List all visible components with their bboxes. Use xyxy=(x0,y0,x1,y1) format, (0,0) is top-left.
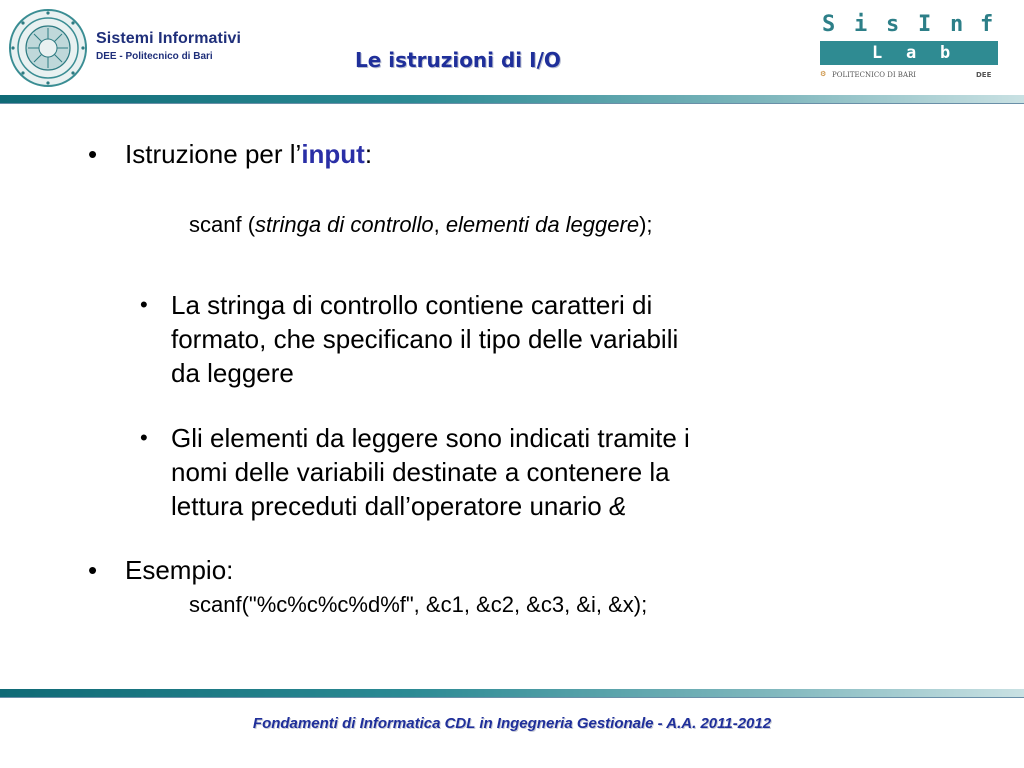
sub-bullet-marker: • xyxy=(140,425,148,450)
syntax-arg1: stringa di controllo xyxy=(255,212,434,237)
address-operator: & xyxy=(608,491,627,521)
sisinf-lab-logo xyxy=(818,12,1002,82)
lab-letter: n xyxy=(950,12,964,37)
header-divider xyxy=(0,95,1024,103)
lab-letter: f xyxy=(980,12,994,37)
slide-title: Le istruzioni di I/O xyxy=(355,48,561,72)
syntax-end: ); xyxy=(639,212,653,237)
bullet-input-prefix: Istruzione per l’ xyxy=(125,139,302,169)
header-divider-line xyxy=(0,103,1024,104)
gear-icon: ⚙ xyxy=(820,70,827,78)
footer-divider-line xyxy=(0,697,1024,698)
syntax-arg2: elementi da leggere xyxy=(445,212,640,237)
sub-bullet-marker: • xyxy=(140,292,148,317)
sub-bullet-elements xyxy=(171,421,690,523)
sub-bullet-control-string xyxy=(171,288,678,390)
footer xyxy=(0,713,1024,732)
bullet-marker: • xyxy=(88,139,98,169)
lab-bar-letter: a xyxy=(906,43,917,63)
syntax-sep: , xyxy=(433,212,446,237)
scanf-syntax xyxy=(189,212,653,238)
lab-letter: I xyxy=(918,12,932,37)
bullet-example: Esempio: xyxy=(125,555,234,585)
lab-letter: s xyxy=(886,12,900,37)
text-line: nomi delle variabili destinate a contenere la xyxy=(171,457,670,487)
lab-letter: i xyxy=(854,12,868,37)
politecnico-seal-logo xyxy=(8,8,88,88)
bullet-input xyxy=(125,137,372,171)
example-code: scanf("%c%c%c%d%f", &c1, &c2, &c3, &i, &x); xyxy=(189,592,648,617)
bullet-input-suffix: : xyxy=(364,139,373,169)
lab-bottom-left: POLITECNICO DI BARI xyxy=(832,71,917,79)
lab-bar-letter: L xyxy=(872,43,883,63)
brand-subtitle: DEE - Politecnico di Bari xyxy=(96,51,213,62)
bullet-marker: • xyxy=(88,555,98,585)
lab-bottom-right: DEE xyxy=(976,71,992,79)
lab-bar-letter: b xyxy=(940,43,951,63)
lab-logo-top-text xyxy=(818,12,998,38)
lab-letter: S xyxy=(822,12,836,37)
footer-divider xyxy=(0,689,1024,697)
syntax-func: scanf ( xyxy=(189,212,256,237)
lab-logo-footer xyxy=(820,70,1000,80)
text-line: La stringa di controllo contiene caratteri di xyxy=(171,290,653,320)
text-line: lettura preceduti dall’operatore unario xyxy=(171,491,609,521)
text-line: Gli elementi da leggere sono indicati tramite i xyxy=(171,423,690,453)
footer-text: Fondamenti di Informatica CDL in Ingegneria Gestionale - A.A. 2011-2012 xyxy=(252,715,772,732)
lab-logo-bar xyxy=(820,41,998,65)
text-line: formato, che specificano il tipo delle variabili xyxy=(171,324,679,354)
brand-title: Sistemi Informativi xyxy=(96,30,242,47)
text-line: da leggere xyxy=(171,358,294,388)
keyword-input: input xyxy=(301,139,365,169)
